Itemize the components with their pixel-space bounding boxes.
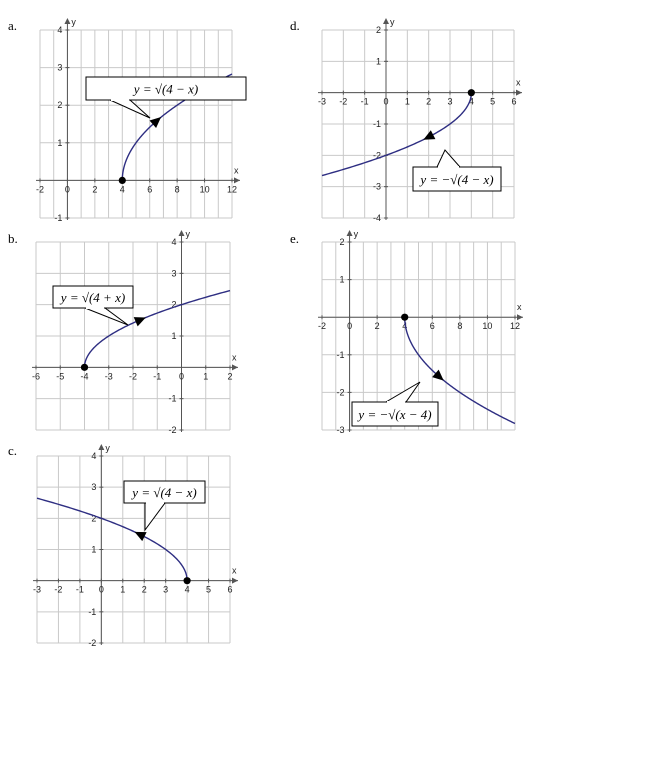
equation-label: y = −√(x − 4) bbox=[358, 407, 432, 422]
endpoint-dot bbox=[184, 577, 191, 584]
x-axis-arrow-icon bbox=[516, 90, 522, 96]
x-axis-arrow-icon bbox=[234, 177, 240, 183]
x-axis-label: x bbox=[234, 165, 239, 176]
y-axis-label: y bbox=[353, 229, 359, 239]
x-axis-label: x bbox=[232, 565, 237, 576]
panel-label: a. bbox=[8, 18, 18, 33]
chart-panel-b bbox=[8, 229, 238, 435]
x-tick-label: 5 bbox=[490, 96, 496, 107]
x-tick-label: -3 bbox=[32, 584, 42, 595]
y-tick-label: 2 bbox=[375, 25, 381, 35]
x-tick-label: 2 bbox=[141, 584, 147, 595]
x-tick-label: 6 bbox=[147, 184, 153, 195]
y-tick-label: 2 bbox=[91, 513, 97, 524]
x-tick-label: 8 bbox=[174, 184, 180, 195]
panel-label: d. bbox=[290, 18, 300, 33]
x-axis-arrow-icon bbox=[232, 364, 238, 370]
x-tick-label: -1 bbox=[153, 371, 162, 382]
x-axis-arrow-icon bbox=[517, 314, 523, 320]
y-tick-label: 3 bbox=[171, 268, 177, 279]
x-tick-label: 0 bbox=[64, 184, 70, 195]
x-tick-label: -1 bbox=[75, 584, 84, 595]
x-tick-label: 1 bbox=[120, 584, 126, 595]
x-tick-label: 8 bbox=[457, 321, 463, 332]
x-tick-label: -4 bbox=[80, 371, 89, 382]
x-tick-label: 4 bbox=[468, 96, 474, 107]
x-tick-label: 0 bbox=[347, 321, 353, 332]
endpoint-dot bbox=[119, 177, 126, 184]
y-axis-arrow-icon bbox=[179, 230, 185, 236]
grid bbox=[36, 242, 233, 430]
equation-label: y = −√(4 − x) bbox=[420, 172, 494, 187]
y-axis-label: y bbox=[390, 17, 395, 27]
equation-label: y = √(4 + x) bbox=[60, 290, 126, 305]
y-tick-label: -2 bbox=[372, 150, 381, 161]
x-tick-label: 5 bbox=[206, 584, 212, 595]
chart-panel-c bbox=[8, 443, 238, 648]
x-tick-label: 0 bbox=[383, 96, 389, 107]
callout-tail bbox=[110, 100, 150, 118]
y-tick-label: -2 bbox=[336, 387, 345, 398]
x-tick-label: -2 bbox=[128, 371, 138, 382]
y-tick-label: 4 bbox=[171, 237, 177, 247]
endpoint-dot bbox=[81, 364, 88, 371]
y-tick-label: -2 bbox=[88, 638, 97, 648]
y-axis-arrow-icon bbox=[383, 18, 389, 24]
y-tick-label: 1 bbox=[91, 544, 97, 555]
y-tick-label: -1 bbox=[168, 393, 177, 404]
y-tick-label: 4 bbox=[57, 25, 63, 35]
y-tick-label: 1 bbox=[57, 137, 63, 148]
y-axis-arrow-icon bbox=[64, 18, 70, 24]
x-tick-label: 4 bbox=[119, 184, 125, 195]
y-tick-label: 2 bbox=[171, 299, 177, 310]
x-tick-label: 4 bbox=[184, 584, 190, 595]
equation-callout bbox=[413, 150, 501, 191]
x-tick-label: 2 bbox=[426, 96, 432, 107]
x-tick-label: 1 bbox=[404, 96, 410, 107]
chart-panel-e bbox=[290, 229, 523, 435]
x-tick-label: 10 bbox=[199, 184, 210, 195]
endpoint-dot bbox=[401, 314, 408, 321]
y-tick-label: -1 bbox=[336, 349, 345, 360]
x-axis-label: x bbox=[517, 302, 522, 313]
x-tick-label: 12 bbox=[509, 321, 521, 332]
axes bbox=[32, 229, 238, 435]
x-tick-label: 0 bbox=[98, 584, 104, 595]
equation-callout bbox=[86, 77, 246, 118]
x-tick-label: 3 bbox=[447, 96, 453, 107]
y-tick-label: 2 bbox=[57, 100, 63, 111]
y-tick-label: -3 bbox=[372, 181, 381, 192]
y-tick-label: 2 bbox=[339, 237, 345, 247]
callout-tail bbox=[85, 308, 128, 325]
x-tick-label: -2 bbox=[35, 184, 45, 195]
x-axis-label: x bbox=[516, 77, 521, 88]
y-tick-label: -2 bbox=[168, 425, 177, 435]
x-axis-label: x bbox=[232, 352, 237, 363]
x-tick-label: -2 bbox=[317, 321, 327, 332]
panel-label: c. bbox=[8, 443, 18, 458]
y-axis-arrow-icon bbox=[347, 230, 353, 236]
callout-tail bbox=[145, 503, 165, 530]
equation-callout bbox=[53, 286, 133, 325]
chart-panel-a bbox=[8, 17, 246, 223]
x-tick-label: -5 bbox=[56, 371, 65, 382]
x-tick-label: 0 bbox=[178, 371, 185, 382]
y-tick-label: 1 bbox=[339, 274, 345, 285]
x-tick-label: 2 bbox=[92, 184, 98, 195]
y-axis-arrow-icon bbox=[98, 444, 104, 450]
function-curve bbox=[37, 498, 187, 580]
y-tick-label: -1 bbox=[88, 606, 97, 617]
y-axis-label: y bbox=[185, 229, 190, 239]
x-tick-label: 3 bbox=[163, 584, 169, 595]
x-tick-label: 6 bbox=[511, 96, 517, 107]
panel-label: b. bbox=[8, 231, 18, 246]
x-tick-label: 6 bbox=[227, 584, 233, 595]
y-axis-label: y bbox=[71, 17, 76, 27]
x-tick-label: 2 bbox=[227, 371, 233, 382]
x-tick-label: 12 bbox=[226, 184, 238, 195]
y-axis-label: y bbox=[105, 443, 110, 453]
panel-label: e. bbox=[290, 231, 300, 246]
y-tick-label: 1 bbox=[375, 56, 381, 67]
y-tick-label: -4 bbox=[372, 213, 381, 223]
x-tick-label: -2 bbox=[339, 96, 348, 107]
x-tick-label: -2 bbox=[54, 584, 63, 595]
axes bbox=[318, 17, 522, 223]
axes bbox=[33, 443, 238, 648]
y-tick-label: 3 bbox=[91, 482, 97, 493]
axes bbox=[36, 17, 240, 223]
equation-callout bbox=[352, 382, 438, 426]
endpoint-dot bbox=[468, 89, 475, 96]
x-tick-label: 6 bbox=[429, 321, 435, 332]
x-tick-label: 4 bbox=[402, 321, 408, 332]
y-tick-label: -3 bbox=[336, 425, 345, 435]
y-tick-label: -1 bbox=[372, 119, 381, 129]
x-tick-label: -3 bbox=[104, 371, 113, 382]
y-tick-label: 1 bbox=[171, 331, 177, 341]
equation-callout bbox=[124, 481, 205, 530]
y-tick-label: 4 bbox=[91, 451, 97, 461]
x-tick-label: -1 bbox=[360, 96, 369, 107]
x-tick-label: -3 bbox=[317, 96, 327, 107]
chart-panel-d bbox=[290, 17, 522, 223]
callout-tail bbox=[437, 150, 460, 167]
y-tick-label: 3 bbox=[57, 62, 63, 73]
x-tick-label: 10 bbox=[482, 321, 493, 332]
equation-label: y = √(4 − x) bbox=[132, 485, 197, 500]
equation-label: y = √(4 − x) bbox=[133, 81, 199, 97]
x-axis-arrow-icon bbox=[232, 578, 238, 584]
x-tick-label: 2 bbox=[374, 321, 380, 332]
curve-arrow-icon bbox=[134, 313, 148, 327]
x-tick-label: -6 bbox=[31, 371, 41, 382]
x-tick-label: 1 bbox=[203, 371, 209, 382]
y-tick-label: -1 bbox=[54, 213, 63, 223]
